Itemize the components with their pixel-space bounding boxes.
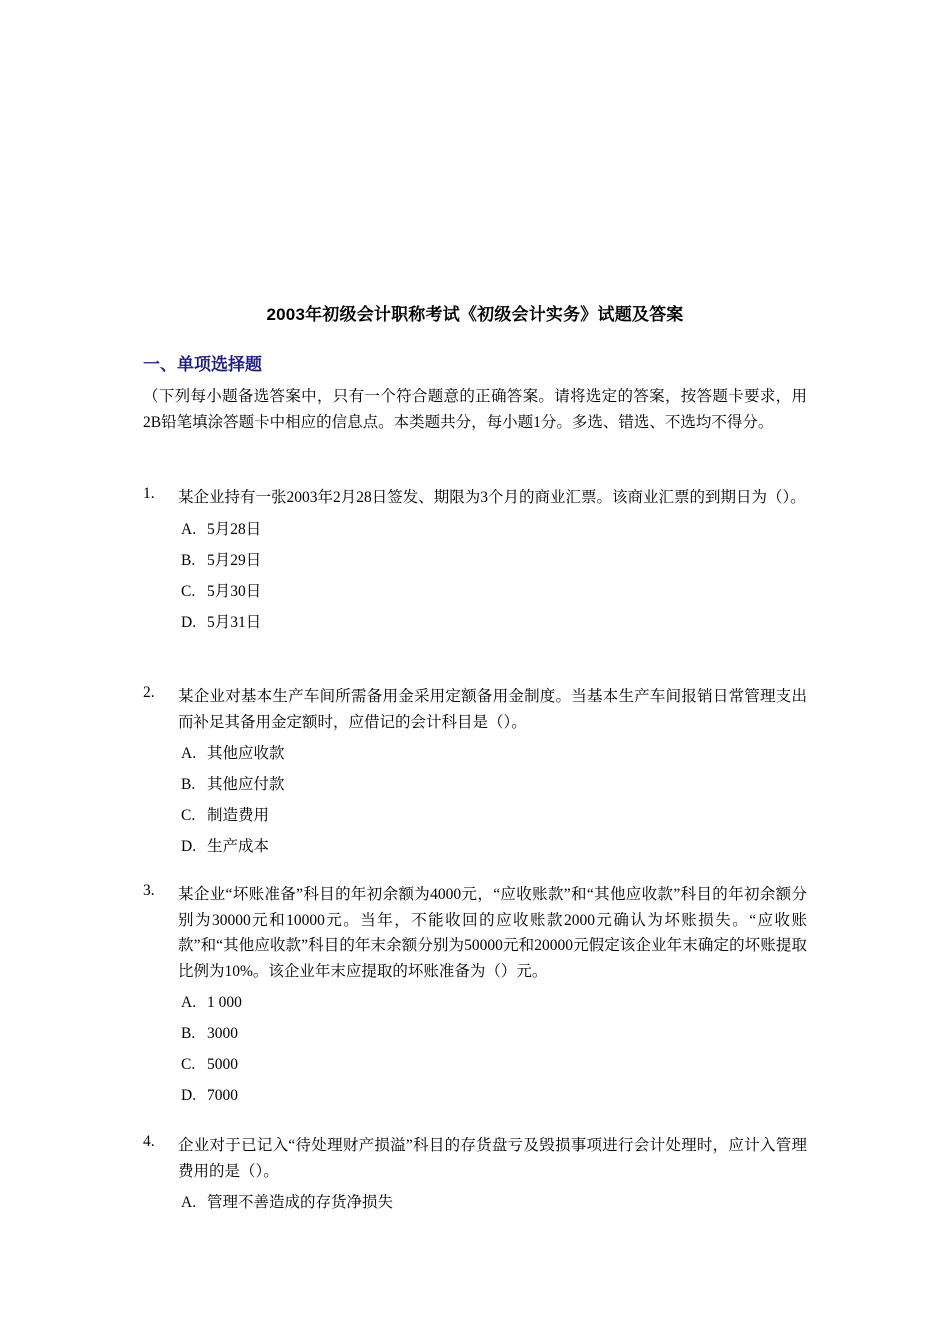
- option-text: 5月29日: [207, 551, 262, 569]
- option-text: 5月30日: [207, 582, 262, 600]
- option-b: [181, 545, 807, 576]
- option-letter: C.: [181, 1056, 196, 1073]
- question-number: 4.: [143, 1133, 155, 1150]
- option-letter: B.: [181, 551, 196, 569]
- question-1: [143, 485, 807, 638]
- section-heading: 一、单项选择题: [143, 355, 262, 374]
- option-letter: A.: [181, 745, 197, 762]
- question-text: 某企业“坏账准备”科目的年初余额为4000元，“应收账款”和“其他应收款”科目的年初余额分别为30000元和10000元。当年，不能收回的应收账款2000元确认为坏账损失。“应收账款”和“其他应收款”科目的年末余额分别为50000元和20000元假定该企业年末确定的坏账提取比例为10%。该企业年末应提取的坏账准备为（）元。: [178, 886, 807, 980]
- option-list: [143, 514, 807, 638]
- question-text: 某企业对基本生产车间所需备用金采用定额备用金制度。当基本生产车间报销日常管理支出而补足其备用金定额时，应借记的会计科目是（）。: [178, 688, 807, 731]
- option-a: [181, 987, 807, 1018]
- option-a: [181, 738, 807, 769]
- option-a: [181, 514, 807, 545]
- option-text: 7000: [207, 1087, 238, 1104]
- question-number: 1.: [143, 485, 155, 502]
- instructions-paragraph: （下列每小题备选答案中，只有一个符合题意的正确答案。请将选定的答案，按答题卡要求，用2B铅笔填涂答题卡中相应的信息点。本类题共分，每小题1分。多选、错选、不选均不得分。: [143, 388, 807, 431]
- option-text: 3000: [207, 1025, 238, 1042]
- option-a: [181, 1187, 807, 1218]
- option-text: 5月28日: [207, 520, 262, 538]
- option-letter: C.: [181, 582, 196, 600]
- option-letter: A.: [181, 1194, 197, 1211]
- option-letter: D.: [181, 838, 197, 855]
- option-list: [143, 738, 807, 862]
- question-3: [143, 882, 807, 1111]
- option-list: [143, 987, 807, 1111]
- option-c: [181, 1049, 807, 1080]
- option-text: 1 000: [207, 994, 242, 1011]
- option-c: [181, 576, 807, 607]
- option-text: 5000: [207, 1056, 238, 1073]
- option-b: [181, 1018, 807, 1049]
- document-title: 2003年初级会计职称考试《初级会计实务》试题及答案: [266, 305, 684, 324]
- question-number: 3.: [143, 882, 155, 899]
- option-letter: D.: [181, 613, 197, 631]
- option-letter: B.: [181, 776, 196, 793]
- option-d: [181, 607, 807, 638]
- option-letter: A.: [181, 994, 197, 1011]
- option-text: 管理不善造成的存货净损失: [207, 1194, 394, 1211]
- option-text: 5月31日: [207, 613, 262, 631]
- option-b: [181, 769, 807, 800]
- option-text: 其他应付款: [207, 776, 285, 793]
- option-c: [181, 800, 807, 831]
- question-2: [143, 684, 807, 862]
- option-letter: C.: [181, 807, 196, 824]
- question-text: 企业对于已记入“待处理财产损溢”科目的存货盘亏及毁损事项进行会计处理时，应计入管理费用的是（）。: [178, 1137, 807, 1180]
- option-letter: B.: [181, 1025, 196, 1042]
- option-text: 生产成本: [207, 838, 270, 855]
- option-text: 其他应收款: [207, 745, 285, 762]
- question-number: 2.: [143, 684, 155, 701]
- question-4: [143, 1133, 807, 1218]
- option-text: 制造费用: [207, 807, 270, 824]
- question-text: 某企业持有一张2003年2月28日签发、期限为3个月的商业汇票。该商业汇票的到期日为（）。: [178, 489, 806, 506]
- option-d: [181, 831, 807, 862]
- option-letter: A.: [181, 520, 197, 538]
- option-letter: D.: [181, 1087, 197, 1104]
- option-d: [181, 1080, 807, 1111]
- option-list: [143, 1187, 807, 1218]
